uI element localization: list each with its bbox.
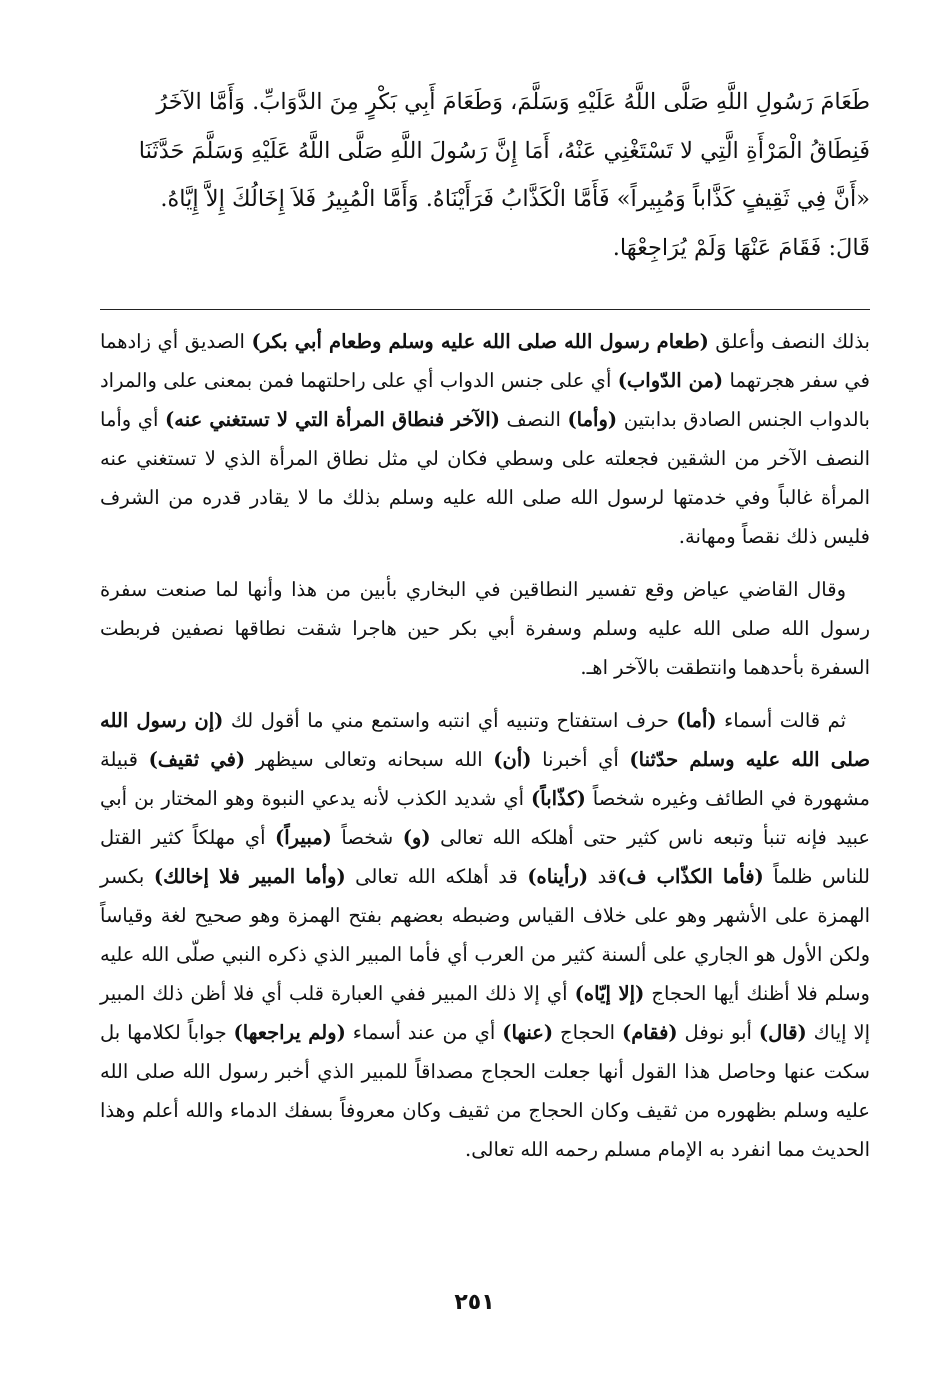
commentary-text: [100, 322, 870, 1183]
quoted-text: (إلا إيّاه): [574, 982, 645, 1005]
commentary-text-segment: الصديق أي زادهما في سفر هجرتهما: [100, 330, 870, 392]
commentary-text-segment: قبيلة مشهورة في الطائف وغيره شخصاً: [100, 748, 870, 810]
quoted-text: (كذّاباً): [531, 787, 586, 810]
commentary-text-segment: النصف: [499, 408, 568, 431]
section-divider: [100, 309, 870, 310]
quoted-text: (فأما الكذّاب ف): [617, 865, 764, 888]
hadith-line: فَنِطَاقُ الْمَرْأَةِ الَّتِي لا تَسْتَغْنِي عَنْهُ، أَمَا إِنَّ رَسُولَ اللَّهِ صَلَّى اللَّهُ عَلَيْهِ وَسَلَّمَ حَدَّثَنَا: [138, 137, 870, 164]
quoted-text: (الآخر فنطاق المرأة التي لا تستغني عنه): [165, 408, 500, 431]
quoted-text: (في ثقيف): [148, 748, 246, 771]
commentary-text-segment: أي من عند أسماء: [345, 1021, 503, 1044]
quoted-text: (أما): [676, 709, 717, 732]
commentary-text-segment: وقال القاضي عياض وقع تفسير النطاقين في البخاري بأبين من هذا وأنها لما صنعت سفرة رسول الله صلى الله عليه وسلم وسفرة أبي بكر حين هاجرا شقت نطاقها نصفين فربطت السفرة بأحدهما وانتطقت بالآخر اهـ.: [100, 578, 870, 679]
commentary-paragraph: [100, 701, 870, 1169]
hadith-line: طَعَامَ رَسُولِ اللَّهِ صَلَّى اللَّهُ عَلَيْهِ وَسَلَّمَ، وَطَعَامَ أَبِي بَكْرٍ مِنَ الدَّوَابِّ. وَأَمَّا الآخَرُ: [156, 89, 870, 115]
quoted-text: (وأما): [567, 408, 618, 431]
quoted-text: (مبيراً): [275, 826, 332, 849]
commentary-text-segment: أي أخبرنا: [531, 748, 630, 771]
commentary-text-segment: حرف استفتاح وتنبيه أي انتبه واستمع مني ما أقول لك: [223, 709, 677, 732]
commentary-text-segment: الله سبحانه وتعالى سيظهر: [245, 748, 494, 771]
quoted-text: (طعام رسول الله صلى الله عليه وسلم وطعام أبي بكر): [251, 330, 709, 353]
commentary-text-segment: بكسر الهمزة على الأشهر وهو على خلاف القياس وضبطه بعضهم بفتح الهمزة وهو صحيح لغة وقياساً ولكن الأول هو الجاري على ألسنة كثير من العرب أي فأما المبير الذي ذكره النبي صلّى الله عليه وسلم فلا أظنك أيها الحجاج: [100, 865, 870, 1005]
commentary-text-segment: قد: [588, 865, 618, 888]
commentary-paragraph: [100, 322, 870, 556]
hadith-line: قَالَ: فَقَامَ عَنْهَا وَلَمْ يُرَاجِعْهَا.: [612, 234, 870, 261]
quoted-text: (و): [402, 826, 431, 849]
commentary-text-segment: أي وأما النصف الآخر من الشقين فجعلته على وسطي فكان لي مثل نطاق المرأة الذي لا تستغني عنه المرأة غالباً وفي خدمتها لرسول الله صلى الله عليه وسلم بذلك ما لا يقادر قدره من الشرف فليس ذلك نقصاً ومهانة.: [100, 408, 870, 548]
commentary-text-segment: أي مهلكاً كثير القتل للناس ظلماً: [100, 826, 870, 888]
commentary-text-segment: أبو نوفل: [677, 1021, 759, 1044]
quoted-text: (عنها): [502, 1021, 554, 1044]
commentary-text-segment: قد أهلكه الله تعالى: [345, 865, 528, 888]
commentary-text-segment: أي إلا ذلك المبير ففي العبارة قلب أي فلا أظن ذلك المبير إلا إياك: [100, 982, 870, 1044]
quoted-text: (إن رسول الله صلى الله عليه وسلم حدّثنا): [100, 709, 870, 771]
commentary-paragraph: [100, 570, 870, 687]
quoted-text: (ولم يراجعها): [233, 1021, 346, 1044]
commentary-text-segment: جواباً لكلامها بل سكت عنها وحاصل هذا القول أنها جعلت الحجاج مصداقاً للمبير الذي أخبر رسول الله صلى الله عليه وسلم بظهوره من ثقيف وكان الحجاج من ثقيف وكان معروفاً بسفك الدماء والله أعلم وهذا الحديث مما انفرد به الإمام مسلم رحمه الله تعالى.: [100, 1021, 870, 1161]
quoted-text: (من الدّواب): [617, 369, 724, 392]
commentary-text-segment: أي على جنس الدواب أي على راحلتهما فمن بمعنى على والمراد بالدواب الجنس الصادق بدابتين: [100, 369, 870, 431]
hadith-text: [100, 78, 870, 272]
quoted-text: (أن): [493, 748, 532, 771]
quoted-text: (رأيناه): [527, 865, 589, 888]
page-number: ٢٥١: [454, 1290, 495, 1315]
commentary-text-segment: أي شديد الكذب لأنه يدعي النبوة وهو المختار بن أبي عبيد فإنه تنبأ وتبعه ناس كثير حتى أهلكه الله تعالى: [100, 787, 870, 849]
quoted-text: (وأما المبير فلا إخالك): [153, 865, 346, 888]
commentary-text-segment: شخصاً: [331, 826, 403, 849]
commentary-text-segment: الحجاج: [553, 1021, 622, 1044]
quoted-text: (فقام): [622, 1021, 678, 1044]
commentary-text-segment: ثم قالت أسماء: [716, 709, 847, 732]
commentary-text-segment: بذلك النصف وأعلق: [708, 330, 870, 353]
hadith-line: «أَنَّ فِي ثَقِيفٍ كَذَّاباً وَمُبِيراً» فَأَمَّا الْكَذَّابُ فَرَأَيْنَاهُ. وَأَمَّا الْمُبِيرُ فَلاَ إِخَالُكَ إِلاَّ إِيَّاهُ.: [160, 186, 870, 212]
quoted-text: (قال): [758, 1021, 807, 1044]
